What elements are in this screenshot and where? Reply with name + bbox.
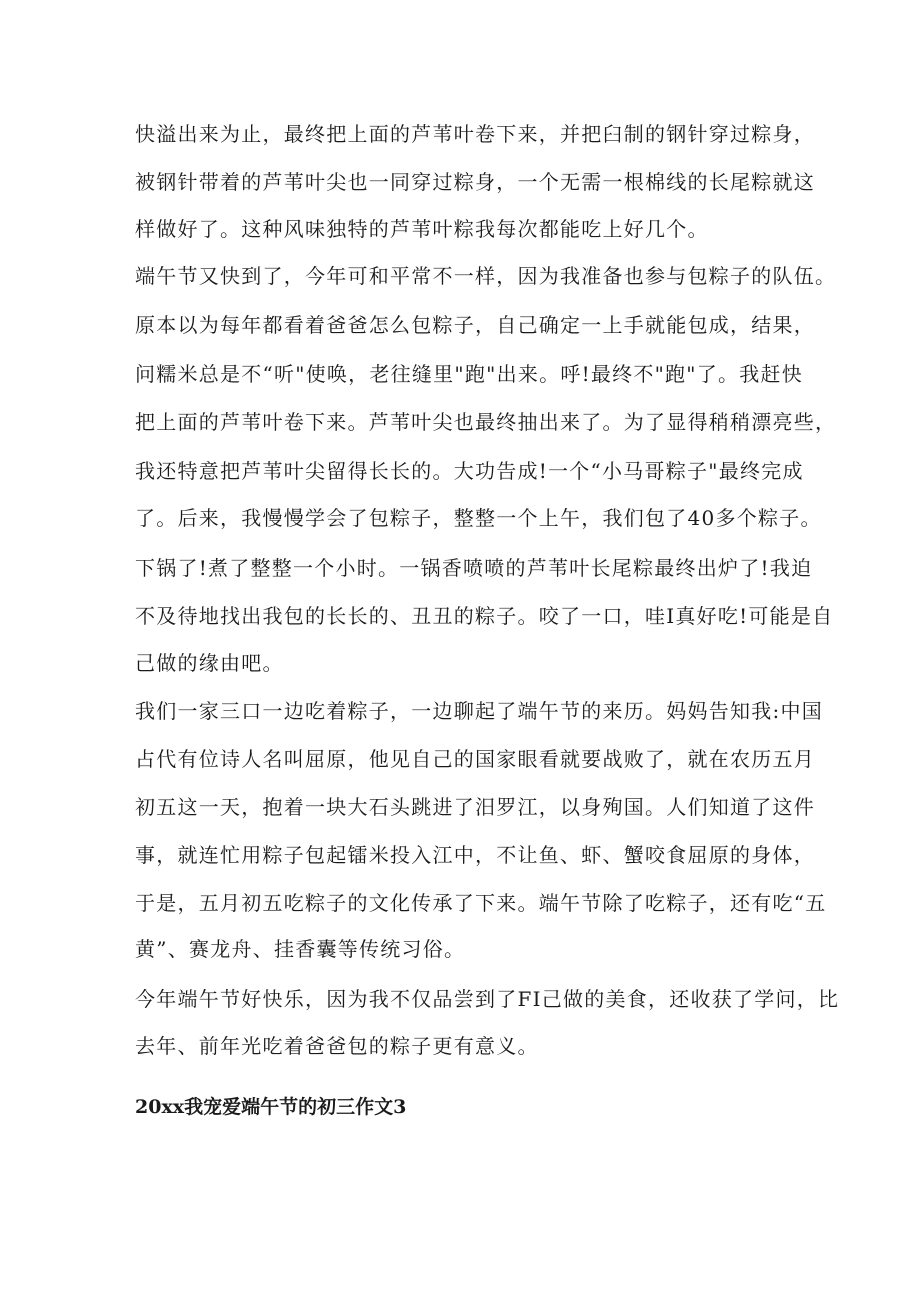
essay-heading: 20xx我宠爱端午节的初三作文3: [135, 1096, 407, 1118]
text-line-11: 不及待地找出我包的长长的、丑丑的粽子。咬了一口，哇I真好吃!可能是自: [135, 604, 834, 628]
text-line-15: 初五这一天，抱着一块大石头跳进了汨罗江，以身殉国。人们知道了这件: [135, 795, 815, 819]
text-line-6: 问糯米总是不“听"使唤，老往缝里"跑"出来。呼!最终不"跑"了。我赶快: [135, 362, 804, 386]
text-line-10: 下锅了!煮了整整一个小时。一锅香喷喷的芦苇叶长尾粽最终出炉了!我迫: [135, 556, 813, 580]
text-line-18: 黄”、赛龙舟、挂香囊等传统习俗。: [135, 937, 466, 961]
text-line-8: 我还特意把芦苇叶尖留得长长的。大功告成!一个“小马哥粽子"最终完成: [135, 459, 804, 483]
text-line-5: 原本以为每年都看着爸爸怎么包粽子，自己确定一上手就能包成，结果，: [135, 313, 815, 337]
text-line-9: 了。后来，我慢慢学会了包粽子，整整一个上午，我们包了40多个粽子。: [135, 506, 822, 530]
text-line-17: 于是，五月初五吃粽子的文化传承了下来。端午节除了吃粽子，还有吃“五: [135, 891, 827, 915]
text-line-14: 占代有位诗人名叫屈原，他见自己的国家眼看就要战败了，就在农历五月: [135, 747, 815, 771]
text-line-3: 样做好了。这种风味独特的芦苇叶粽我每次都能吃上好几个。: [135, 217, 709, 241]
text-line-12: 己做的缘由吧。: [135, 651, 284, 675]
text-line-20: 去年、前年光吃着爸爸包的粽子更有意义。: [135, 1034, 539, 1058]
text-line-7: 把上面的芦苇叶卷下来。芦苇叶尖也最终抽出来了。为了显得稍稍漂亮些，: [135, 410, 837, 434]
text-line-19: 今年端午节好快乐，因为我不仅品尝到了FI己做的美食，还收获了学问，比: [135, 987, 840, 1011]
text-line-1: 快溢出来为止，最终把上面的芦苇叶卷下来，并把臼制的钢针穿过粽身，: [135, 122, 815, 146]
text-line-13: 我们一家三口一边吃着粽子，一边聊起了端午节的来历。妈妈告知我:中国: [135, 699, 823, 723]
text-line-2: 被钢针带着的芦苇叶尖也一同穿过粽身，一个无需一根棉线的长尾粽就这: [135, 170, 815, 194]
text-line-4: 端午节又快到了，今年可和平常不一样，因为我准备也参与包粽子的队伍。: [135, 264, 837, 288]
text-line-16: 事，就连忙用粽子包起镭米投入江中，不让鱼、虾、蟹咬食屈原的身体，: [135, 843, 815, 867]
